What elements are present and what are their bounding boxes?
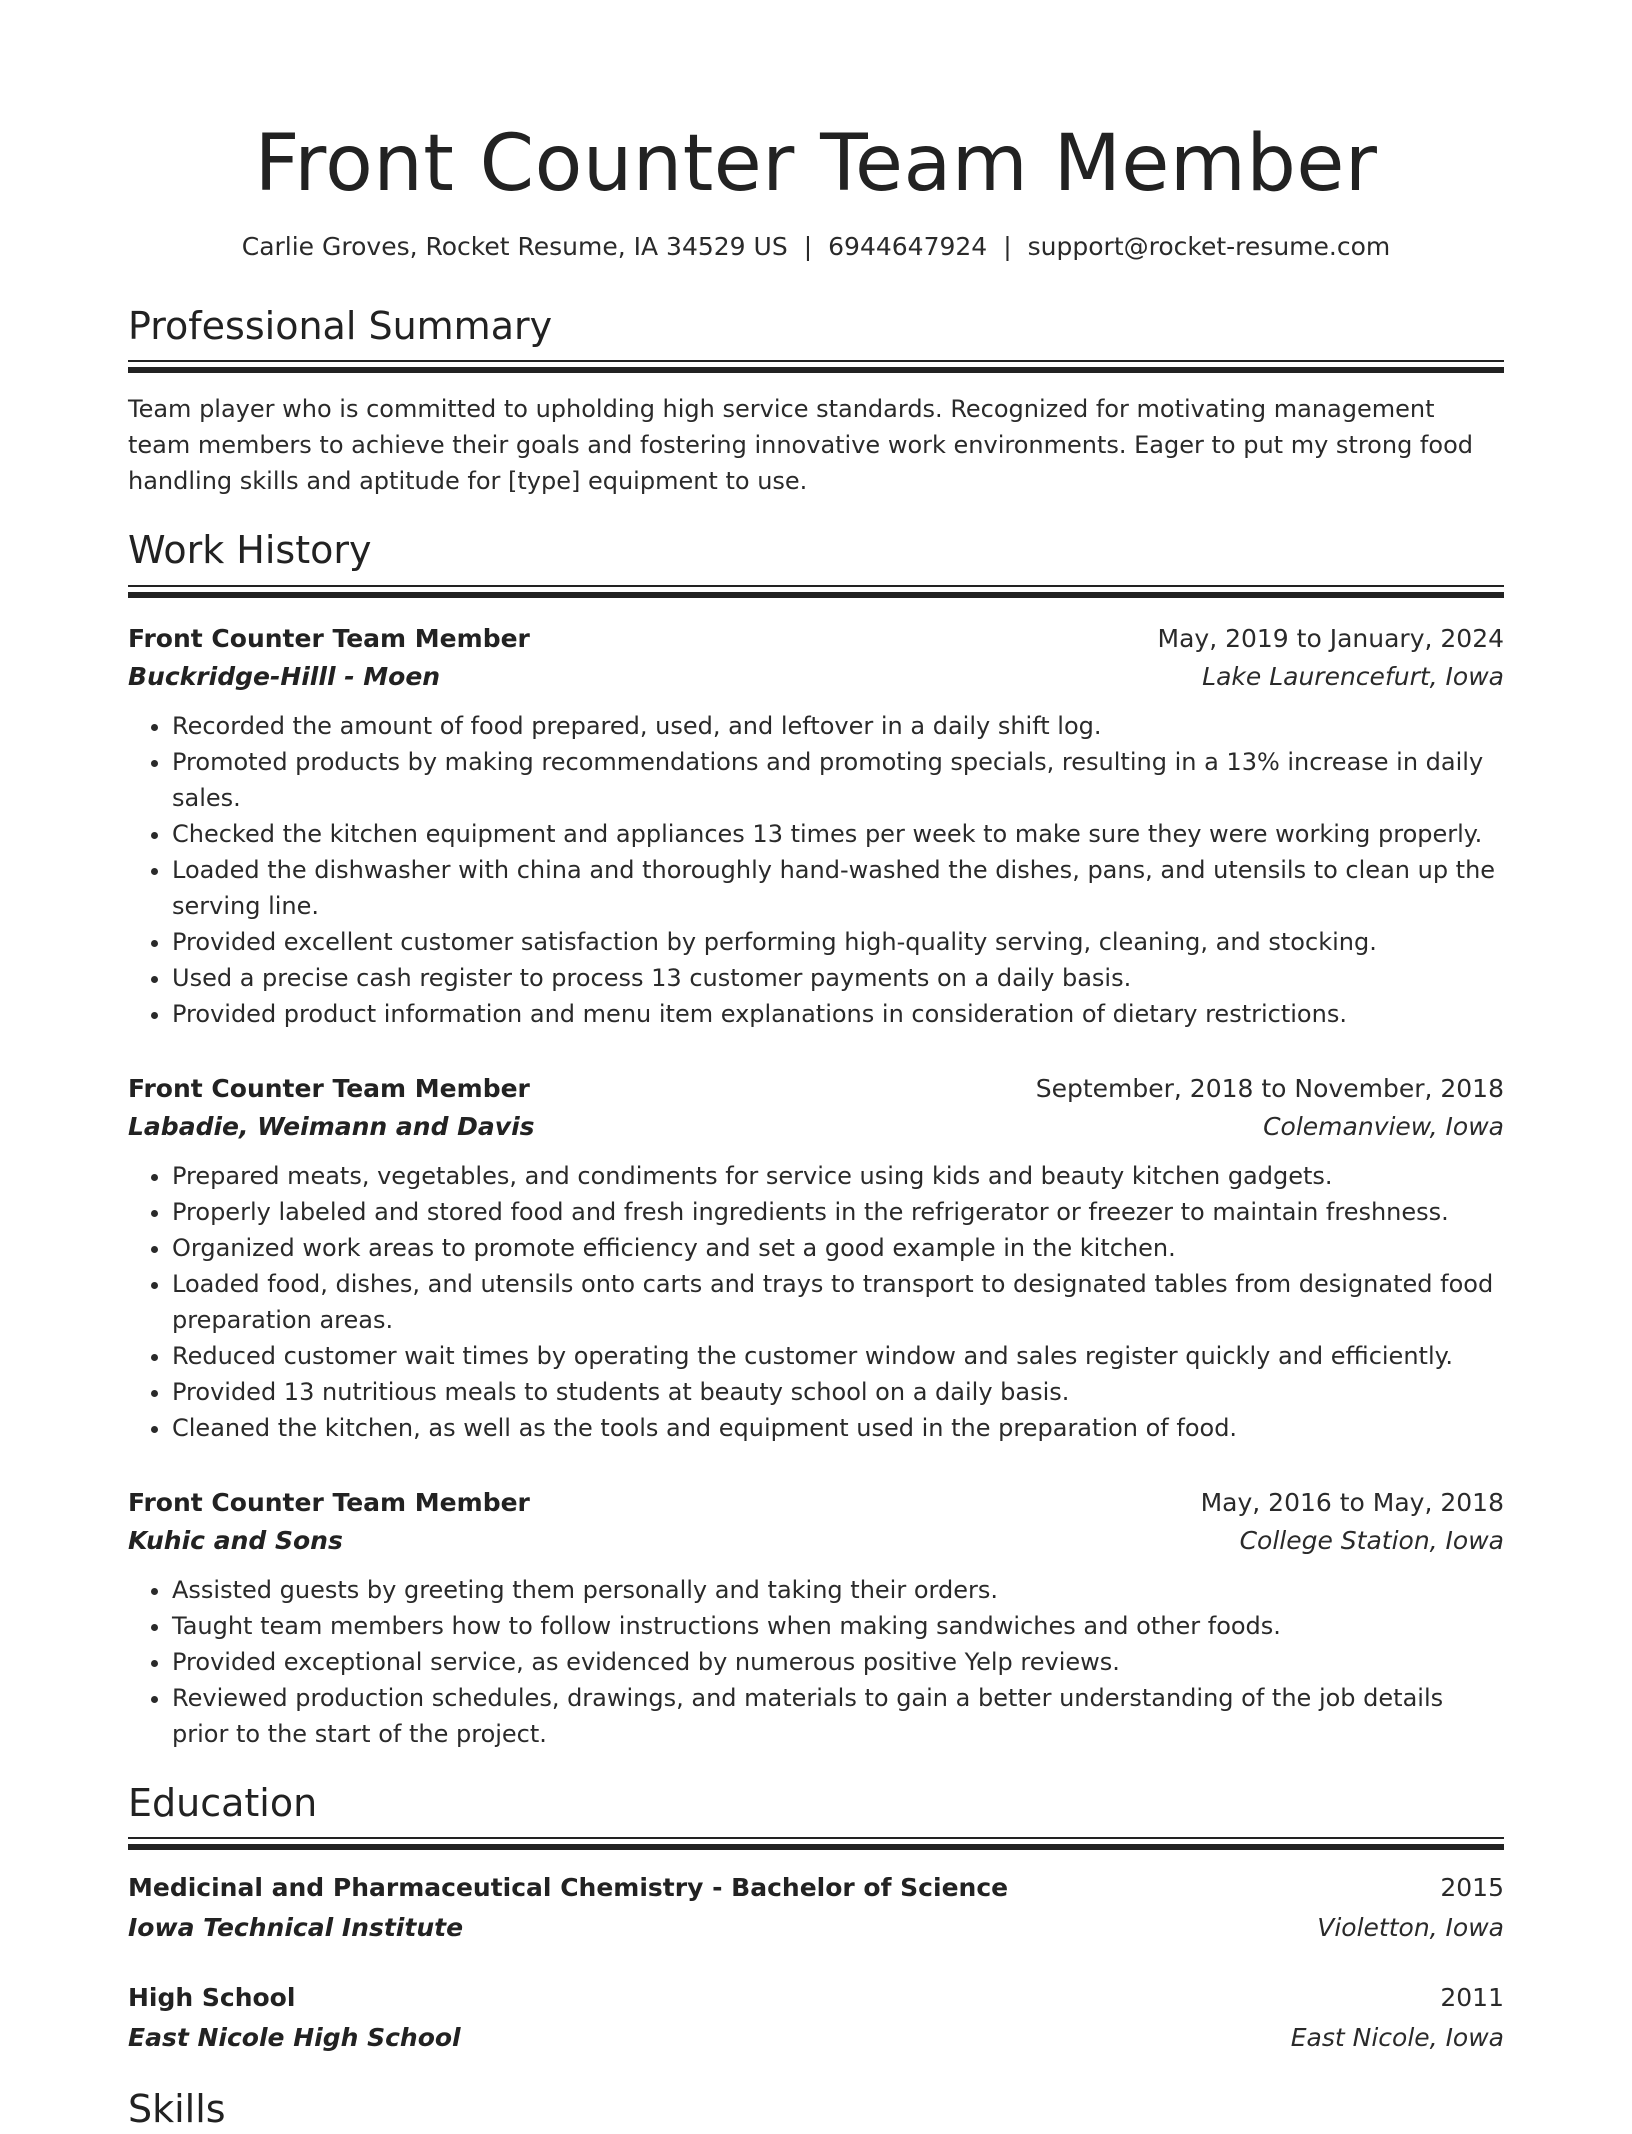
skills-section <box>128 2086 1504 2134</box>
job-title: Front Counter Team Member <box>128 623 530 653</box>
job-location: Colemanview, Iowa <box>1263 1111 1504 1141</box>
job-location: College Station, Iowa <box>1239 1525 1504 1555</box>
summary-text: Team player who is committed to upholding high service standards. Recognized for motivating management team members to achieve their goals and fostering innovative work environments. Eager to put my strong food handling skills and aptitude for [type] equipment to use. <box>128 395 1473 496</box>
bullet-item: • Organized work areas to promote efficiency and set a good example in the kitchen. <box>172 1230 1504 1266</box>
job-bullets <box>128 708 1504 1032</box>
job-dates: May, 2016 to May, 2018 <box>1200 1487 1504 1517</box>
bullet-item: • Assisted guests by greeting them personally and taking their orders. <box>172 1572 1504 1608</box>
bullet-item: • Reduced customer wait times by operating the customer window and sales register quickly and efficiently. <box>172 1338 1504 1374</box>
bullet-item: • Promoted products by making recommendations and promoting specials, resulting in a 13% increase in daily sales. <box>172 744 1504 816</box>
education-section <box>128 1780 1504 2059</box>
degree: Medicinal and Pharmaceutical Chemistry - Bachelor of Science <box>128 1873 1009 1903</box>
contact-phone: 6944647924 <box>828 231 988 261</box>
summary-section <box>128 303 1504 500</box>
degree: High School <box>128 1983 296 2013</box>
bullet-item: • Provided product information and menu item explanations in consideration of dietary restrictions. <box>172 996 1504 1032</box>
bullet-item: • Loaded food, dishes, and utensils onto carts and trays to transport to designated tables from designated food preparation areas. <box>172 1266 1504 1338</box>
company-name: Buckridge-Hilll - Moen <box>128 661 441 691</box>
contact-separator: | <box>1003 231 1012 261</box>
job-entry <box>128 1484 1504 1752</box>
bullet-item: • Reviewed production schedules, drawings, and materials to gain a better understanding of the job details prior to the start of the project. <box>172 1680 1504 1752</box>
job-bullets <box>128 1572 1504 1752</box>
job-bullets <box>128 1158 1504 1446</box>
work-history-section <box>128 527 1504 1752</box>
contact-separator: | <box>803 231 813 261</box>
graduation-year: 2011 <box>1440 1983 1504 2013</box>
section-divider <box>128 585 1504 598</box>
job-dates: May, 2019 to January, 2024 <box>1157 623 1504 653</box>
school-name: Iowa Technical Institute <box>128 1913 464 1943</box>
bullet-item: • Cleaned the kitchen, as well as the tools and equipment used in the preparation of food. <box>172 1410 1504 1446</box>
bullet-item: • Properly labeled and stored food and fresh ingredients in the refrigerator or freezer to maintain freshness. <box>172 1194 1504 1230</box>
job-title: Front Counter Team Member <box>128 1073 530 1103</box>
section-divider <box>128 1837 1504 1850</box>
bullet-item: • Taught team members how to follow instructions when making sandwiches and other foods. <box>172 1608 1504 1644</box>
bullet-item: • Provided excellent customer satisfaction by performing high-quality serving, cleaning, and stocking. <box>172 924 1504 960</box>
bullet-item: • Provided 13 nutritious meals to students at beauty school on a daily basis. <box>172 1374 1504 1410</box>
school-name: East Nicole High School <box>128 2023 461 2053</box>
bullet-item: • Prepared meats, vegetables, and condiments for service using kids and beauty kitchen gadgets. <box>172 1158 1504 1194</box>
bullet-item: • Recorded the amount of food prepared, used, and leftover in a daily shift log. <box>172 708 1504 744</box>
bullet-item: • Used a precise cash register to process 13 customer payments on a daily basis. <box>172 960 1504 996</box>
bullet-item: • Checked the kitchen equipment and appliances 13 times per week to make sure they were working properly. <box>172 816 1504 852</box>
job-dates: September, 2018 to November, 2018 <box>1035 1073 1504 1103</box>
education-entry <box>128 1978 1504 2058</box>
bullet-item: • Loaded the dishwasher with china and thoroughly hand-washed the dishes, pans, and utensils to clean up the serving line. <box>172 852 1504 924</box>
school-location: Violetton, Iowa <box>1317 1913 1504 1943</box>
education-entry <box>128 1868 1504 1948</box>
contact-address: Carlie Groves, Rocket Resume, IA 34529 US <box>241 231 788 261</box>
company-name: Kuhic and Sons <box>128 1525 343 1555</box>
job-title: Front Counter Team Member <box>128 1487 530 1517</box>
job-location: Lake Laurencefurt, Iowa <box>1202 661 1504 691</box>
section-divider <box>128 360 1504 373</box>
contact-line <box>128 232 1504 261</box>
section-heading: Education <box>128 1780 318 1825</box>
company-name: Labadie, Weimann and Davis <box>128 1111 535 1141</box>
bullet-item: • Provided exceptional service, as evidenced by numerous positive Yelp reviews. <box>172 1644 1504 1680</box>
section-heading: Skills <box>128 2087 226 2132</box>
resume-title: Front Counter Team Member <box>254 119 1378 209</box>
job-entry <box>128 1070 1504 1446</box>
contact-email: support@rocket-resume.com <box>1027 231 1391 261</box>
graduation-year: 2015 <box>1440 1873 1504 1903</box>
job-entry <box>128 620 1504 1032</box>
section-heading: Professional Summary <box>128 303 553 348</box>
section-heading: Work History <box>128 528 372 573</box>
school-location: East Nicole, Iowa <box>1290 2023 1504 2053</box>
